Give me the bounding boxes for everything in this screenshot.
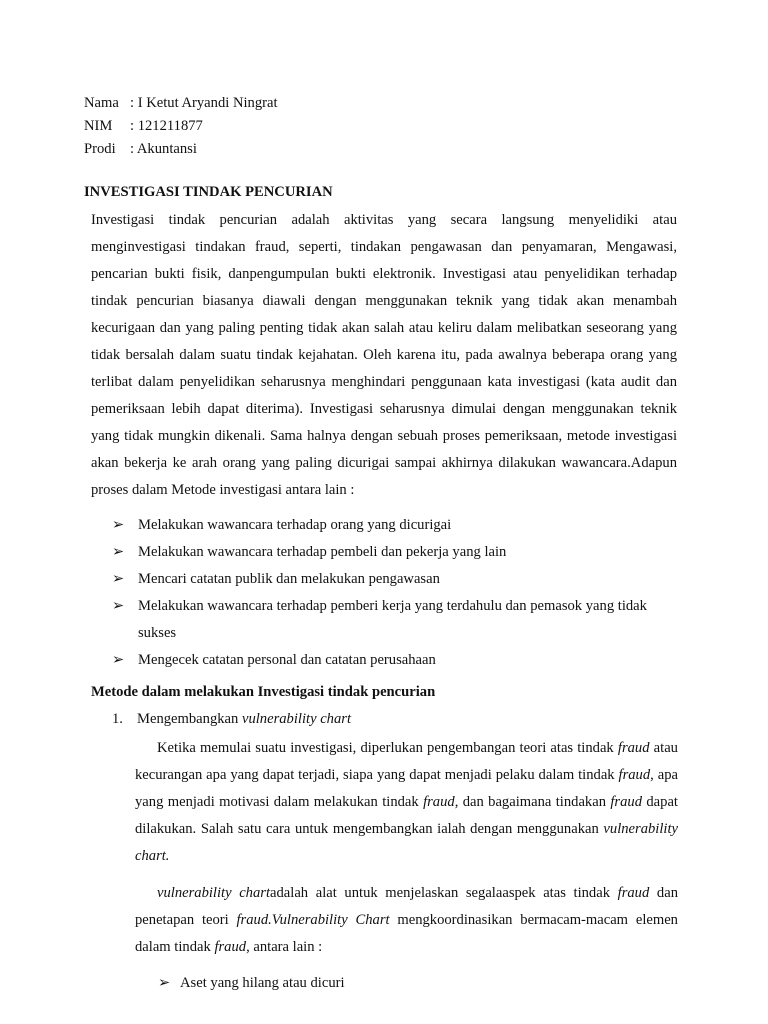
list-item-text: Mengecek catatan personal dan catatan perusahaan [138,652,436,668]
numbered-item [112,711,351,728]
item-italic: vulnerability chart [241,711,351,727]
prodi-value: : Akuntansi [130,141,197,157]
p1-italic-4: fraud [610,794,642,810]
student-info [84,92,278,161]
arrow-bullet-icon: ➢ [158,975,171,991]
p1-italic-2: fraud [618,767,651,783]
prodi-label: Prodi [84,141,116,157]
arrow-bullet-icon: ➢ [112,517,125,533]
nim-value: : 121211877 [130,118,203,134]
arrow-bullet-icon: ➢ [112,598,125,614]
list-item [112,647,682,674]
arrow-bullet-icon: ➢ [112,571,125,587]
method-heading: Metode dalam melakukan Investigasi tindak pencurian [91,684,436,700]
list-item [112,512,682,539]
list-item-text: Melakukan wawancara terhadap pembeli dan pekerja yang lain [138,544,507,560]
arrow-bullet-icon: ➢ [112,544,125,560]
p2-italic-1: vulnerability chart [157,885,271,901]
item-number: 1. [112,711,123,727]
method-paragraph-2 [135,880,678,961]
p1-italic-3: fraud [423,794,455,810]
list-item [112,539,682,566]
p1-text-4: , dan bagaimana tindakan [454,794,611,810]
arrow-bullet-icon: ➢ [112,652,125,668]
nama-row [84,92,278,115]
p1-italic-5: vulnerability chart. [135,821,678,864]
nim-label: NIM [84,118,113,134]
sub-list-item-text: Aset yang hilang atau dicuri [180,975,345,991]
p2-italic-4: fraud [214,939,247,955]
nama-value: : I Ketut Aryandi Ningrat [130,95,278,111]
list-item [112,593,682,647]
p1-text-5: dapat dilakukan. Salah satu cara untuk mengembangkan ialah dengan menggunakan [135,794,678,837]
list-item-text: Melakukan wawancara terhadap orang yang dicurigai [138,517,452,533]
p2-text-4: , antara lain : [246,939,323,955]
prodi-row [84,138,278,161]
item-text: Mengembangkan [137,711,242,727]
p2-text-3: mengkoordinasikan bermacam-macam elemen dalam tindak [135,912,678,955]
method-paragraph-1 [135,735,678,870]
p1-text-1: Ketika memulai suatu investigasi, diperlukan pengembangan teori atas tindak [157,740,618,756]
nim-row [84,115,278,138]
p1-italic-1: fraud [617,740,650,756]
p2-text-1: adalah alat untuk menjelaskan segalaaspek atas tindak [270,885,618,901]
p1-text-2: atau kecurangan apa yang dapat terjadi, siapa yang dapat menjadi pelaku dalam tindak [135,740,678,783]
nama-label: Nama [84,95,119,111]
p2-italic-2: fraud [617,885,650,901]
sub-list-item [158,970,345,997]
p1-text-3: , apa yang menjadi motivasi dalam melakukan tindak [135,767,678,810]
list-item [112,566,682,593]
p2-text-2: dan penetapan teori [135,885,678,928]
process-list [112,512,682,674]
list-item-text: Mencari catatan publik dan melakukan pengawasan [138,571,440,587]
list-item-text: Melakukan wawancara terhadap pemberi kerja yang terdahulu dan pemasok yang tidak sukses [138,598,647,641]
intro-paragraph: Investigasi tindak pencurian adalah aktivitas yang secara langsung menyelidiki atau menginvestigasi tindakan fraud, seperti, tindakan pengawasan dan penyamaran, Mengawasi, pencarian bukti fisik, danpengumpulan bukti elektronik. Investigasi atau penyelidikan terhadap tindak pencurian biasanya diawali dengan menggunakan teknik yang tidak akan menambah kecurigaan dan yang paling penting tidak akan salah atau keliru dalam melibatkan seseorang yang tidak bersalah dalam suatu tindak kejahatan. Oleh karena itu, pada awalnya beberapa orang yang terlibat dalam penyelidikan seharusnya menghindari penggunaan kata investigasi (kata audit dan pemeriksaan lebih dapat diterima). Investigasi seharusnya dimulai dengan menggunakan teknik yang tidak mungkin dikenali. Sama halnya dengan sebuah proses pemeriksaan, metode investigasi akan bekerja ke arah orang yang paling dicurigai sampai akhirnya dilakukan wawancara.Adapun proses dalam Metode investigasi antara lain : [91,212,677,498]
section-title: INVESTIGASI TINDAK PENCURIAN [84,184,333,200]
p2-italic-3: fraud.Vulnerability Chart [236,912,390,928]
